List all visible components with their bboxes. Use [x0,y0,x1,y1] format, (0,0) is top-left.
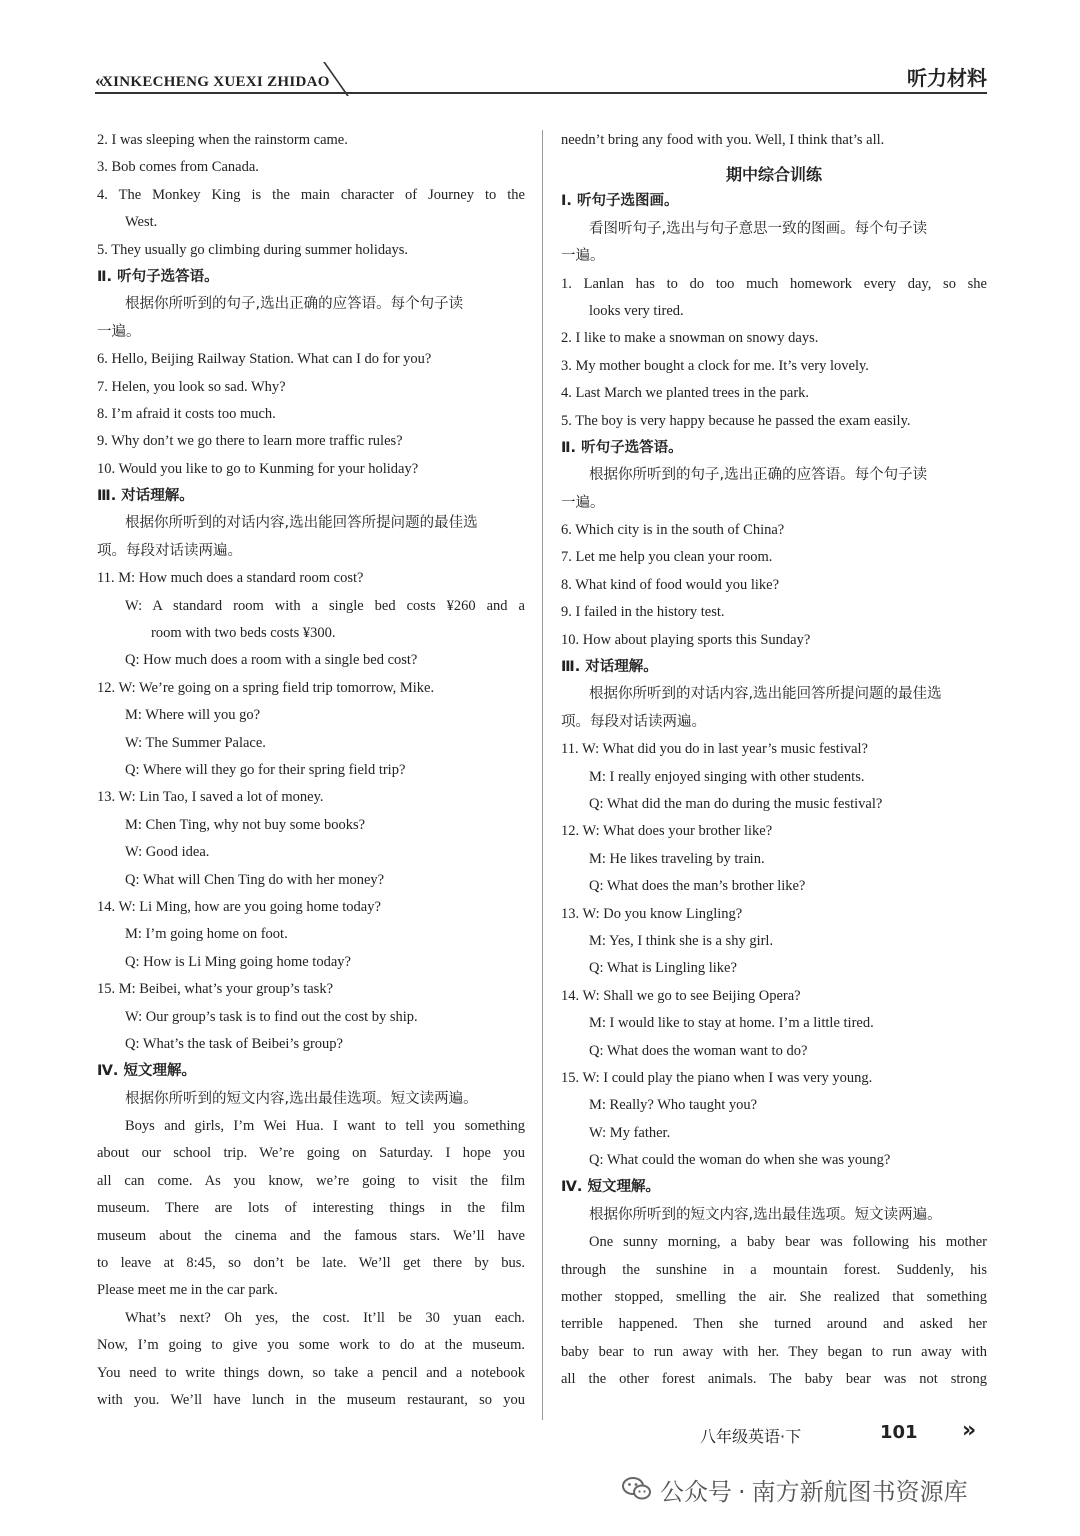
text-line: 8. What kind of food would you like? [561,576,780,593]
passage-line: with you. We’ll have lunch in the museum restaurant, so you [97,1391,525,1408]
watermark-text-b: 南方新航图书资源库 [751,1478,968,1506]
instruction-text: 看图听句子,选出与句子意思一致的图画。每个句子读 [589,220,928,237]
instruction-text: 根据你所听到的句子,选出正确的应答语。每个句子读 [589,467,928,484]
instruction-text: 项。每段对话读两遍。 [97,542,242,559]
wechat-icon [622,1476,652,1511]
dialogue-line: 11. M: How much does a standard room cost? [97,570,364,587]
passage-line: mother stopped, smelling the air. She realized that something [561,1289,987,1306]
dialogue-line: room with two beds costs ¥300. [151,625,336,642]
dialogue-line: Q: What will Chen Ting do with her money? [125,871,385,888]
dialogue-line: W: The Summer Palace. [125,734,266,751]
instruction-text: 根据你所听到的对话内容,选出能回答所提问题的最佳选 [589,686,942,703]
brand-logo [95,66,330,94]
text-line: looks very tired. [589,302,684,319]
dialogue-line: Q: How is Li Ming going home today? [125,953,351,970]
double-chevron-right-icon: » [962,1418,971,1443]
dialogue-line: M: He likes traveling by train. [589,850,765,867]
dialogue-line: M: I’m going home on foot. [125,926,288,943]
section-heading: Ⅱ. 听句子选答语。 [97,268,219,285]
passage-line: What’s next? Oh yes, the cost. It’ll be 30 yuan each. [125,1309,525,1326]
text-line: 6. Which city is in the south of China? [561,522,785,539]
text-line: 7. Helen, you look so sad. Why? [97,378,286,395]
text-line: 3. My mother bought a clock for me. It’s very lovely. [561,357,869,374]
dialogue-line: Q: How much does a room with a single bed cost? [125,652,418,669]
instruction-text: 一遍。 [561,494,605,511]
dialogue-line: Q: What does the man’s brother like? [589,878,806,895]
brand-text: XINKECHENG XUEXI ZHIDAO [102,74,330,90]
text-line: 2. I was sleeping when the rainstorm came. [97,132,348,148]
passage-line: terrible happened. Then she turned around and asked her [561,1316,987,1333]
passage-line: all the other forest animals. The baby bear was not strong [561,1371,987,1388]
dialogue-line: Q: What did the man do during the music festival? [589,795,883,812]
passage-line: museum. There are lots of interesting things in the film [97,1200,525,1217]
dialogue-line: Q: What does the woman want to do? [589,1042,808,1059]
passage-line: all can come. As you know, we’re going to visit the film [97,1172,525,1189]
dialogue-line: M: Chen Ting, why not buy some books? [125,816,366,833]
footer-grade-label: 八年级英语·下 [700,1427,802,1446]
dialogue-line: M: Where will you go? [125,707,261,724]
text-line: 4. Last March we planted trees in the park. [561,385,810,402]
text-line: 8. I’m afraid it costs too much. [97,405,276,422]
dialogue-line: M: I would like to stay at home. I’m a little tired. [589,1015,874,1032]
text-line: 4. The Monkey King is the main character of Journey to the [97,186,525,203]
passage-line: Now, I’m going to give you some work to do at the museum. [97,1337,525,1354]
text-line: 6. Hello, Beijing Railway Station. What can I do for you? [97,351,432,368]
wechat-watermark [622,1475,968,1509]
dialogue-line: M: Really? Who taught you? [589,1097,758,1114]
text-line: 9. Why don’t we go there to learn more traffic rules? [97,433,403,450]
section-heading: Ⅳ. 短文理解。 [97,1063,196,1080]
section-heading: Ⅰ. 听句子选图画。 [561,193,679,210]
dialogue-line: W: Good idea. [125,844,210,861]
instruction-text: 根据你所听到的短文内容,选出最佳选项。短文读两遍。 [589,1206,942,1223]
passage-line: baby bear to run away with her. They began to run away with [561,1343,987,1360]
watermark-text-a: 公众号 [660,1478,732,1506]
passage-line: museum about the cinema and the famous stars. We’ll have [97,1227,525,1244]
dialogue-line: W: A standard room with a single bed costs ¥260 and a [125,597,525,614]
passage-line: about our school trip. We’re going on Saturday. I hope you [97,1145,525,1162]
double-chevron-left-icon: « [95,70,100,90]
instruction-text: 根据你所听到的短文内容,选出最佳选项。短文读两遍。 [125,1090,478,1107]
dialogue-line: Q: What could the woman do when she was young? [589,1152,891,1169]
instruction-text: 根据你所听到的句子,选出正确的应答语。每个句子读 [125,296,464,313]
text-line: 9. I failed in the history test. [561,604,725,621]
dialogue-line: 15. M: Beibei, what’s your group’s task? [97,981,334,998]
page-title: 听力材料 [907,66,987,90]
dialogue-line: 13. W: Do you know Lingling? [561,905,743,922]
passage-line: through the sunshine in a mountain forest. Suddenly, his [561,1261,987,1278]
section-heading: Ⅲ. 对话理解。 [561,659,658,676]
text-line: 1. Lanlan has to do too much homework every day, so she [561,275,987,292]
instruction-text: 一遍。 [561,248,605,265]
dialogue-line: W: Our group’s task is to find out the cost by ship. [125,1008,418,1025]
dialogue-line: 15. W: I could play the piano when I was very young. [561,1069,873,1086]
text-line: 5. The boy is very happy because he passed the exam easily. [561,412,911,429]
passage-line: Please meet me in the car park. [97,1282,278,1299]
dialogue-line: M: Yes, I think she is a shy girl. [589,932,774,949]
dialogue-line: 12. W: We’re going on a spring field trip tomorrow, Mike. [97,679,435,696]
passage-line: You need to write things down, so take a pencil and a notebook [97,1364,525,1381]
left-column [97,127,525,1414]
text-line: 10. Would you like to go to Kunming for your holiday? [97,460,419,477]
passage-line: One sunny morning, a baby bear was following his mother [589,1234,987,1251]
header-rule [95,92,987,94]
passage-line: needn’t bring any food with you. Well, I think that’s all. [561,132,885,148]
dialogue-line: W: My father. [589,1124,671,1141]
passage-line: to leave at 8:45, so don’t be late. We’ll get there by bus. [97,1255,525,1272]
right-column [561,127,987,1394]
dialogue-line: Q: What’s the task of Beibei’s group? [125,1035,343,1052]
section-heading: Ⅳ. 短文理解。 [561,1179,660,1196]
section-heading: Ⅲ. 对话理解。 [97,488,194,505]
page-header [95,60,987,96]
dialogue-line: Q: Where will they go for their spring field trip? [125,761,406,778]
dialogue-line: 14. W: Li Ming, how are you going home today? [97,898,381,915]
instruction-text: 根据你所听到的对话内容,选出能回答所提问题的最佳选 [125,515,478,532]
text-line: 10. How about playing sports this Sunday? [561,631,811,648]
text-line: West. [125,214,158,231]
dialogue-line: 11. W: What did you do in last year’s music festival? [561,741,868,758]
text-line: 5. They usually go climbing during summer holidays. [97,241,409,258]
dialogue-line: 13. W: Lin Tao, I saved a lot of money. [97,789,324,806]
dialogue-line: M: I really enjoyed singing with other students. [589,768,865,785]
column-divider [542,130,543,1420]
dialogue-line: 14. W: Shall we go to see Beijing Opera? [561,987,801,1004]
text-line: 7. Let me help you clean your room. [561,549,773,566]
instruction-text: 一遍。 [97,323,141,340]
dialogue-line: Q: What is Lingling like? [589,960,737,977]
instruction-text: 项。每段对话读两遍。 [561,713,706,730]
section-title: 期中综合训练 [725,165,822,185]
page-number: 101 [880,1422,918,1443]
watermark-dot: · [738,1478,746,1506]
section-heading: Ⅱ. 听句子选答语。 [561,439,683,456]
dialogue-line: 12. W: What does your brother like? [561,823,773,840]
text-line: 2. I like to make a snowman on snowy days. [561,330,819,347]
passage-line: Boys and girls, I’m Wei Hua. I want to tell you something [125,1118,525,1135]
text-line: 3. Bob comes from Canada. [97,159,259,176]
